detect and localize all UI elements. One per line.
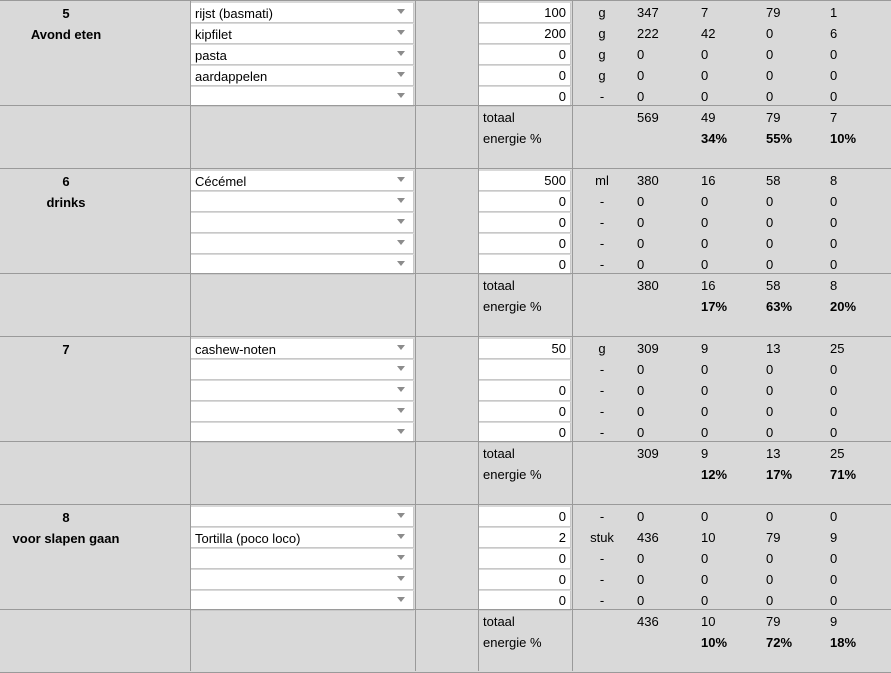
protein-cell: 0 [701, 89, 709, 104]
energy-label: energie % [483, 635, 542, 650]
food-dropdown-value: cashew-noten [195, 342, 276, 357]
total-protein: 16 [701, 278, 716, 293]
fat-cell: 0 [830, 236, 838, 251]
dropdown-arrow-icon[interactable] [397, 198, 405, 203]
carbs-cell: 0 [766, 68, 774, 83]
kcal-cell: 0 [637, 572, 645, 587]
quantity-input[interactable]: 0 [479, 423, 571, 443]
dropdown-arrow-icon[interactable] [397, 576, 405, 581]
quantity-input[interactable] [479, 360, 571, 380]
food-dropdown[interactable] [191, 381, 414, 401]
dropdown-arrow-icon[interactable] [397, 555, 405, 560]
unit-cell: g [598, 68, 606, 83]
food-dropdown-value: rijst (basmati) [195, 6, 274, 21]
food-dropdown[interactable] [191, 360, 414, 380]
dropdown-arrow-icon[interactable] [397, 51, 405, 56]
kcal-cell: 0 [637, 509, 645, 524]
unit-cell: - [599, 236, 605, 251]
kcal-cell: 222 [637, 26, 659, 41]
unit-cell: - [599, 194, 605, 209]
unit-cell: - [599, 383, 605, 398]
meal-number: 8 [62, 510, 70, 525]
meal-section [0, 0, 891, 168]
food-dropdown-value: aardappelen [195, 69, 268, 84]
dropdown-arrow-icon[interactable] [397, 261, 405, 266]
protein-cell: 0 [701, 593, 709, 608]
food-dropdown[interactable] [191, 528, 414, 548]
carbs-cell: 0 [766, 236, 774, 251]
quantity-input[interactable]: 500 [479, 171, 571, 191]
food-dropdown-value: kipfilet [195, 27, 232, 42]
food-dropdown[interactable] [191, 591, 414, 611]
unit-cell: stuk [590, 530, 614, 545]
food-dropdown[interactable] [191, 171, 414, 191]
fat-cell: 6 [830, 26, 838, 41]
protein-cell: 9 [701, 341, 709, 356]
protein-cell: 0 [701, 404, 709, 419]
protein-cell: 42 [701, 26, 716, 41]
kcal-cell: 0 [637, 194, 645, 209]
fat-cell: 1 [830, 5, 838, 20]
total-kcal: 380 [637, 278, 659, 293]
carbs-cell: 0 [766, 509, 774, 524]
energy-protein-pct: 10% [701, 635, 728, 650]
unit-cell: - [599, 509, 605, 524]
carbs-cell: 0 [766, 362, 774, 377]
protein-cell: 10 [701, 530, 716, 545]
protein-cell: 0 [701, 383, 709, 398]
food-dropdown[interactable] [191, 234, 414, 254]
fat-cell: 0 [830, 593, 838, 608]
carbs-cell: 0 [766, 593, 774, 608]
unit-cell: g [598, 5, 606, 20]
unit-cell: g [598, 47, 606, 62]
food-dropdown[interactable] [191, 423, 414, 443]
grid-row-line [0, 0, 891, 1]
fat-cell: 0 [830, 257, 838, 272]
total-kcal: 569 [637, 110, 659, 125]
protein-cell: 0 [701, 47, 709, 62]
total-label: totaal [483, 446, 515, 461]
carbs-cell: 79 [766, 5, 781, 20]
quantity-input[interactable]: 0 [479, 213, 571, 233]
carbs-cell: 0 [766, 572, 774, 587]
protein-cell: 0 [701, 362, 709, 377]
carbs-cell: 0 [766, 194, 774, 209]
food-dropdown[interactable] [191, 24, 414, 44]
total-protein: 49 [701, 110, 716, 125]
carbs-cell: 79 [766, 530, 781, 545]
carbs-cell: 0 [766, 551, 774, 566]
food-dropdown-value: Cécémel [195, 174, 247, 189]
quantity-input[interactable]: 2 [479, 528, 571, 548]
dropdown-arrow-icon[interactable] [397, 72, 405, 77]
fat-cell: 0 [830, 68, 838, 83]
total-fat: 8 [830, 278, 838, 293]
fat-cell: 0 [830, 551, 838, 566]
dropdown-arrow-icon[interactable] [397, 387, 405, 392]
total-protein: 10 [701, 614, 716, 629]
kcal-cell: 0 [637, 404, 645, 419]
energy-fat-pct: 71% [830, 467, 857, 482]
meal-section [0, 504, 891, 672]
fat-cell: 0 [830, 362, 838, 377]
energy-fat-pct: 10% [830, 131, 857, 146]
fat-cell: 25 [830, 341, 845, 356]
kcal-cell: 0 [637, 383, 645, 398]
grid-row-line [0, 105, 891, 106]
total-carbs: 13 [766, 446, 781, 461]
protein-cell: 0 [701, 194, 709, 209]
food-dropdown[interactable] [191, 192, 414, 212]
quantity-input[interactable]: 100 [479, 3, 571, 23]
fat-cell: 8 [830, 173, 838, 188]
carbs-cell: 0 [766, 215, 774, 230]
food-dropdown[interactable] [191, 45, 414, 65]
total-label: totaal [483, 614, 515, 629]
energy-fat-pct: 20% [830, 299, 857, 314]
dropdown-arrow-icon[interactable] [397, 345, 405, 350]
food-dropdown[interactable] [191, 3, 414, 23]
fat-cell: 0 [830, 215, 838, 230]
energy-protein-pct: 17% [701, 299, 728, 314]
protein-cell: 0 [701, 236, 709, 251]
quantity-input[interactable]: 200 [479, 24, 571, 44]
unit-cell: - [599, 551, 605, 566]
quantity-input[interactable]: 0 [479, 507, 571, 527]
protein-cell: 0 [701, 215, 709, 230]
protein-cell: 0 [701, 572, 709, 587]
kcal-cell: 0 [637, 236, 645, 251]
energy-carbs-pct: 63% [766, 299, 793, 314]
protein-cell: 0 [701, 551, 709, 566]
quantity-input[interactable]: 0 [479, 66, 571, 86]
kcal-cell: 0 [637, 551, 645, 566]
protein-cell: 16 [701, 173, 716, 188]
energy-protein-pct: 12% [701, 467, 728, 482]
energy-carbs-pct: 55% [766, 131, 793, 146]
kcal-cell: 0 [637, 257, 645, 272]
protein-cell: 0 [701, 68, 709, 83]
kcal-cell: 0 [637, 593, 645, 608]
carbs-cell: 0 [766, 257, 774, 272]
fat-cell: 0 [830, 47, 838, 62]
energy-protein-pct: 34% [701, 131, 728, 146]
quantity-input[interactable]: 50 [479, 339, 571, 359]
energy-carbs-pct: 72% [766, 635, 793, 650]
dropdown-arrow-icon[interactable] [397, 408, 405, 413]
quantity-input[interactable]: 0 [479, 402, 571, 422]
dropdown-arrow-icon[interactable] [397, 93, 405, 98]
unit-cell: g [598, 26, 606, 41]
kcal-cell: 0 [637, 215, 645, 230]
kcal-cell: 0 [637, 362, 645, 377]
fat-cell: 0 [830, 572, 838, 587]
protein-cell: 0 [701, 257, 709, 272]
quantity-input[interactable]: 0 [479, 45, 571, 65]
kcal-cell: 309 [637, 341, 659, 356]
total-label: totaal [483, 278, 515, 293]
total-carbs: 58 [766, 278, 781, 293]
fat-cell: 9 [830, 530, 838, 545]
quantity-input[interactable]: 0 [479, 591, 571, 611]
total-carbs: 79 [766, 110, 781, 125]
unit-cell: - [599, 89, 605, 104]
dropdown-arrow-icon[interactable] [397, 513, 405, 518]
total-protein: 9 [701, 446, 709, 461]
total-fat: 9 [830, 614, 838, 629]
fat-cell: 0 [830, 404, 838, 419]
food-dropdown[interactable] [191, 570, 414, 590]
dropdown-arrow-icon[interactable] [397, 9, 405, 14]
dropdown-arrow-icon[interactable] [397, 240, 405, 245]
meal-name: voor slapen gaan [12, 531, 120, 546]
meal-name: Avond eten [30, 27, 102, 42]
unit-cell: g [598, 341, 606, 356]
quantity-input[interactable]: 0 [479, 255, 571, 275]
quantity-input[interactable]: 0 [479, 381, 571, 401]
carbs-cell: 0 [766, 425, 774, 440]
energy-carbs-pct: 17% [766, 467, 793, 482]
total-kcal: 436 [637, 614, 659, 629]
meal-number: 7 [62, 342, 70, 357]
energy-label: energie % [483, 299, 542, 314]
fat-cell: 0 [830, 194, 838, 209]
unit-cell: - [599, 215, 605, 230]
food-dropdown-value: pasta [195, 48, 227, 63]
food-dropdown[interactable] [191, 549, 414, 569]
carbs-cell: 0 [766, 47, 774, 62]
unit-cell: ml [595, 173, 609, 188]
total-label: totaal [483, 110, 515, 125]
food-dropdown[interactable] [191, 87, 414, 107]
meal-number: 6 [62, 174, 70, 189]
dropdown-arrow-icon[interactable] [397, 219, 405, 224]
unit-cell: - [599, 404, 605, 419]
quantity-input[interactable]: 0 [479, 234, 571, 254]
kcal-cell: 436 [637, 530, 659, 545]
protein-cell: 7 [701, 5, 709, 20]
fat-cell: 0 [830, 89, 838, 104]
carbs-cell: 0 [766, 26, 774, 41]
dropdown-arrow-icon[interactable] [397, 366, 405, 371]
grid-row-line [0, 441, 891, 442]
carbs-cell: 58 [766, 173, 781, 188]
kcal-cell: 347 [637, 5, 659, 20]
unit-cell: - [599, 257, 605, 272]
protein-cell: 0 [701, 509, 709, 524]
dropdown-arrow-icon[interactable] [397, 30, 405, 35]
quantity-input[interactable]: 0 [479, 192, 571, 212]
grid-row-line [0, 273, 891, 274]
dropdown-arrow-icon[interactable] [397, 177, 405, 182]
carbs-cell: 0 [766, 89, 774, 104]
total-fat: 7 [830, 110, 838, 125]
food-dropdown[interactable] [191, 402, 414, 422]
kcal-cell: 0 [637, 425, 645, 440]
dropdown-arrow-icon[interactable] [397, 534, 405, 539]
carbs-cell: 13 [766, 341, 781, 356]
dropdown-arrow-icon[interactable] [397, 429, 405, 434]
carbs-cell: 0 [766, 404, 774, 419]
energy-fat-pct: 18% [830, 635, 857, 650]
protein-cell: 0 [701, 425, 709, 440]
food-dropdown-value: Tortilla (poco loco) [195, 531, 301, 546]
food-dropdown[interactable] [191, 213, 414, 233]
total-carbs: 79 [766, 614, 781, 629]
kcal-cell: 0 [637, 47, 645, 62]
food-dropdown[interactable] [191, 339, 414, 359]
grid-row-line [0, 609, 891, 610]
energy-label: energie % [483, 467, 542, 482]
kcal-cell: 0 [637, 68, 645, 83]
quantity-input[interactable]: 0 [479, 549, 571, 569]
meal-section [0, 336, 891, 504]
meal-number: 5 [62, 6, 70, 21]
total-kcal: 309 [637, 446, 659, 461]
meal-name: drinks [46, 195, 86, 210]
unit-cell: - [599, 572, 605, 587]
unit-cell: - [599, 425, 605, 440]
dropdown-arrow-icon[interactable] [397, 597, 405, 602]
unit-cell: - [599, 362, 605, 377]
food-dropdown[interactable] [191, 66, 414, 86]
carbs-cell: 0 [766, 383, 774, 398]
food-dropdown[interactable] [191, 507, 414, 527]
kcal-cell: 0 [637, 89, 645, 104]
kcal-cell: 380 [637, 173, 659, 188]
quantity-input[interactable]: 0 [479, 87, 571, 107]
energy-label: energie % [483, 131, 542, 146]
total-fat: 25 [830, 446, 845, 461]
meal-section [0, 168, 891, 336]
fat-cell: 0 [830, 425, 838, 440]
fat-cell: 0 [830, 383, 838, 398]
food-dropdown[interactable] [191, 255, 414, 275]
quantity-input[interactable]: 0 [479, 570, 571, 590]
fat-cell: 0 [830, 509, 838, 524]
unit-cell: - [599, 593, 605, 608]
